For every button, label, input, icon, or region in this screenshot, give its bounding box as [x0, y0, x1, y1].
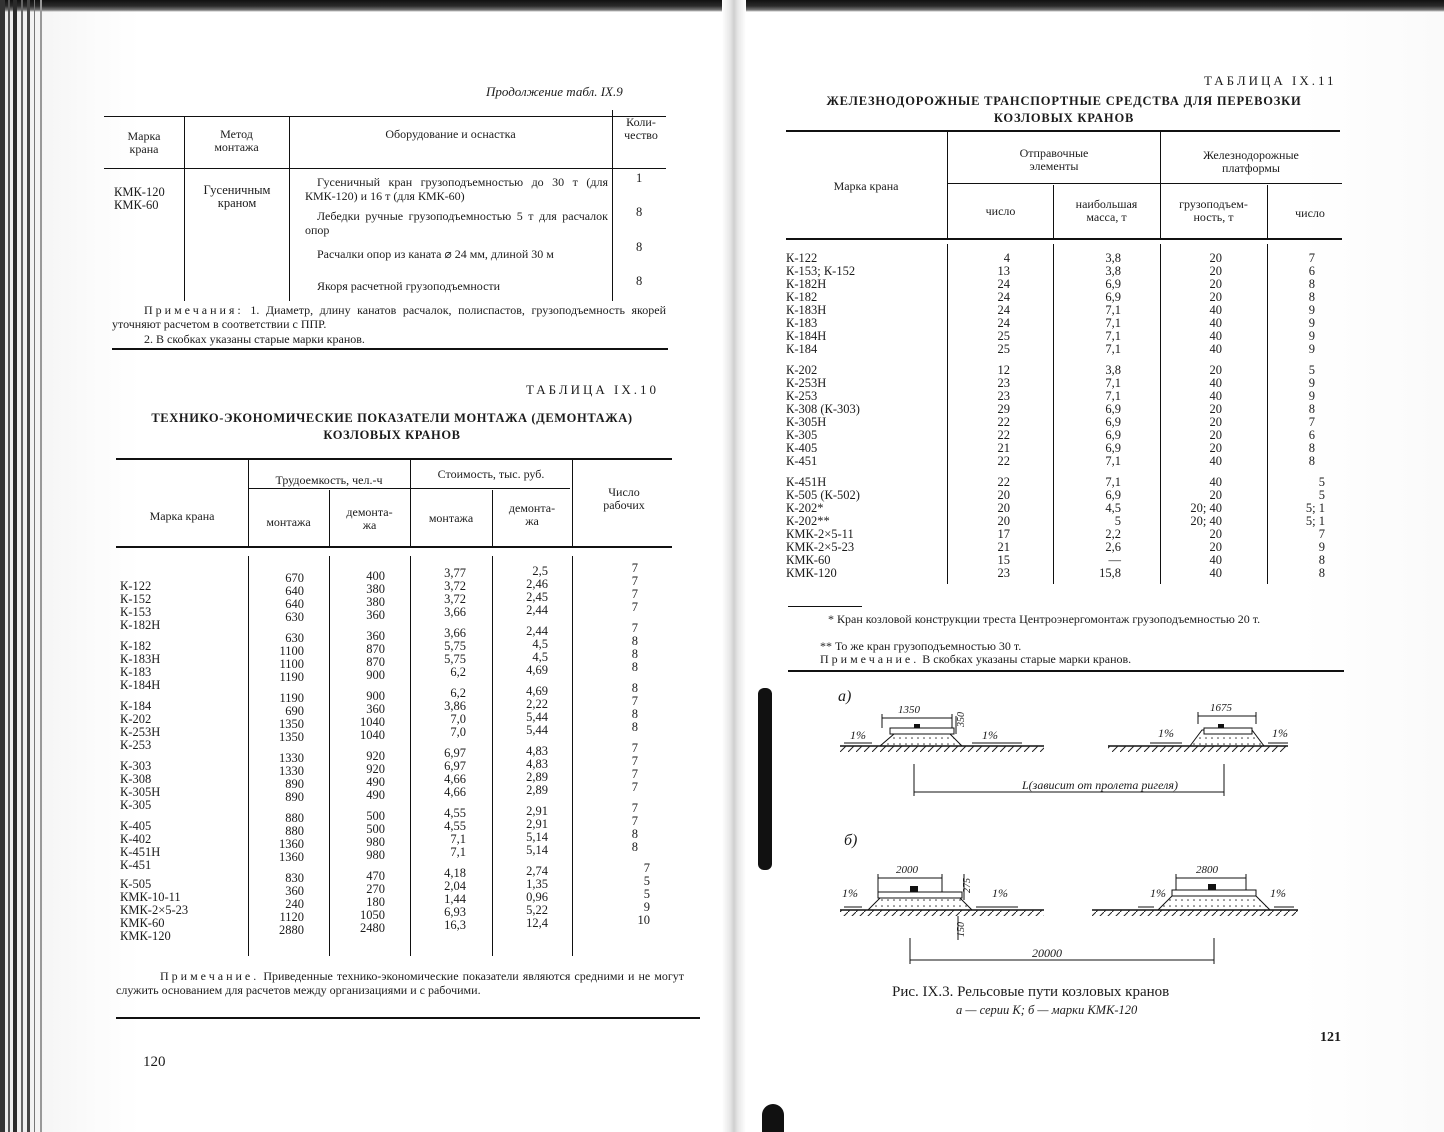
table-column-values: 8 7 8 8	[631, 681, 638, 734]
table-column-values: 2,44 4,5 4,5 4,69	[526, 624, 548, 677]
dim-a-1675: 1675	[1210, 702, 1232, 714]
t9-note-label: Примечания:	[144, 303, 244, 317]
page-number-right: 121	[1320, 1030, 1341, 1045]
scan-blot-bottom	[762, 1104, 784, 1132]
dim-a-1350: 1350	[898, 704, 920, 716]
t9-header-qty: Коли- чество	[624, 115, 658, 142]
t9-method: Гусеничным краном	[203, 183, 271, 210]
t11-header-shipping: Отправочные элементы	[1019, 146, 1089, 173]
t11-header-capacity: грузоподъем- ность, т	[1179, 197, 1248, 224]
table-column-values: 7,1 6,9 4,5 5 2,2 2,6 — 15,8	[1099, 475, 1121, 580]
t10-note-label: Примечание.	[160, 969, 260, 983]
table-column-values: К-182 К-183Н К-183 К-184Н	[120, 639, 161, 692]
figure-caption: Рис. IX.3. Рельсовые пути козловых кранов	[892, 984, 1170, 1000]
t9-mark: КМК-120 КМК-60	[114, 185, 165, 212]
slope-a-mid: 1%	[982, 728, 998, 742]
table-continuation-label: Продолжение табл. IX.9	[486, 84, 623, 99]
t9-item-3: Расчалки опор из каната ⌀ 24 мм, длиной 30 м	[317, 247, 554, 261]
t11-title: ЖЕЛЕЗНОДОРОЖНЫЕ ТРАНСПОРТНЫЕ СРЕДСТВА ДЛЯ ПЕРЕВОЗКИ КОЗЛОВЫХ КРАНОВ	[826, 94, 1302, 125]
track-a-right	[1108, 712, 1288, 752]
table-column-values: 6,2 3,86 7,0 7,0	[444, 686, 466, 739]
t11-note-text: В скобках указаны старые марки кранов.	[922, 652, 1132, 666]
t9-item-2: Лебедки ручные грузоподъемностью 5 т для расчалок опор	[305, 209, 608, 237]
t9-qty-3: 8	[636, 240, 643, 254]
table-column-values: 5 9 9 8 7 6 8 8	[1308, 363, 1315, 468]
table-column-values: 5 5 5; 1 5; 1 7 9 8 8	[1305, 475, 1325, 580]
dim-b-150: 150	[956, 922, 967, 937]
table-column-values: К-122 К-152 К-153 К-182Н	[120, 579, 161, 632]
t10-header-cost-demont: демонта- жа	[508, 501, 556, 528]
t9-item-1: Гусеничный кран грузоподъемностью до 30 т (для КМК-120) и 16 т (для КМК-60)	[305, 175, 608, 203]
table-column-values: 920 920 490 490	[366, 749, 385, 802]
t9-header-equipment: Оборудование и оснастка	[385, 127, 516, 141]
table-column-values: 7 6 8 8 9 9 9 9	[1308, 251, 1315, 356]
table-column-values: 3,77 3,72 3,72 3,66	[444, 566, 466, 619]
span-a-label: L(зависит от пролета ригеля)	[1022, 778, 1178, 792]
span-b-label: 20000	[1032, 946, 1062, 960]
span-b	[910, 938, 1214, 964]
track-a-left	[840, 714, 1044, 752]
t10-title: ТЕХНИКО-ЭКОНОМИЧЕСКИЕ ПОКАЗАТЕЛИ МОНТАЖА (ДЕМОНТАЖА) КОЗЛОВЫХ КРАНОВ	[151, 411, 633, 442]
t10-header-labor-demont: демонта- жа	[346, 505, 393, 532]
table-column-values: 830 360 240 1120 2880	[279, 871, 304, 937]
t11-header-number: число	[985, 204, 1016, 218]
table-column-values: 20 20 20 20 40 40 40 40	[1209, 251, 1222, 356]
table-column-values: 1330 1330 890 890	[279, 751, 304, 804]
t9-qty-2: 8	[636, 205, 643, 219]
table-column-values: 630 1100 1100 1190	[279, 631, 304, 684]
page-number-left: 120	[143, 1054, 166, 1070]
table-column-values: 1190 690 1350 1350	[279, 691, 304, 744]
table-column-values: 7 8 8 8	[631, 621, 638, 674]
table-column-values: К-451Н К-505 (К-502) К-202* К-202** КМК-2×5-11 КМК-2×5-23 КМК-60 КМК-120	[786, 475, 860, 580]
table-column-values: 2,5 2,46 2,45 2,44	[526, 564, 548, 617]
table-column-values: К-303 К-308 К-305Н К-305	[120, 759, 161, 812]
t11-footnote-2: ** То же кран грузоподъемностью 30 т.	[820, 639, 1022, 653]
t11-header-rail: Железнодорожные платформы	[1203, 148, 1299, 175]
table-column-values: 360 870 870 900	[366, 629, 385, 682]
track-b-right	[1092, 874, 1298, 916]
slope-b-r1: 1%	[1150, 886, 1166, 900]
t9-item-4: Якоря расчетной грузоподъемности	[317, 279, 501, 293]
slope-b-left: 1%	[842, 886, 858, 900]
table-column-values: 2,74 1,35 0,96 5,22 12,4	[526, 864, 548, 930]
t10-label: ТАБЛИЦА IX.10	[526, 382, 660, 397]
table-column-values: 12 23 23 29 22 22 21 22	[997, 363, 1010, 468]
t10-header-labor: Трудоемкость, чел.-ч	[275, 473, 383, 487]
table-column-values: К-505 КМК-10-11 КМК-2×5-23 КМК-60 КМК-120	[120, 877, 189, 943]
t10-header-cost-mont: монтажа	[428, 511, 474, 525]
dim-b-2000: 2000	[896, 864, 918, 876]
t11-header-mass: наибольшая масса, т	[1075, 197, 1138, 224]
t9-note-2: 2. В скобках указаны старые марки кранов.	[144, 332, 365, 346]
t10-header-cost: Стоимость, тыс. руб.	[437, 467, 545, 481]
slope-b-mid: 1%	[992, 886, 1008, 900]
table-column-values: 3,8 7,1 7,1 6,9 6,9 6,9 6,9 7,1	[1105, 363, 1121, 468]
table-column-values: К-405 К-402 К-451Н К-451	[120, 819, 161, 872]
t10-note	[116, 970, 684, 997]
t10-header-labor-mont: монтажа	[266, 515, 311, 529]
t11-label: ТАБЛИЦА IX.11	[1204, 73, 1337, 88]
t10-note-text: Приведенные технико-экономические показатели являются средними и не могут служить основанием для расчетов между организациями и с рабочими.	[116, 969, 685, 997]
table-column-values: К-202 К-253Н К-253 К-308 (К-303) К-305Н К-305 К-405 К-451	[786, 363, 860, 468]
t9-header-method: Метод монтажа	[214, 127, 259, 154]
track-b-left	[840, 874, 1044, 940]
table-column-values: 4 13 24 24 24 24 25 25	[997, 251, 1010, 356]
table-column-values: 7 7 8 8	[631, 801, 638, 854]
table-column-values: 900 360 1040 1040	[360, 689, 385, 742]
t11-header-platforms: число	[1295, 206, 1325, 220]
table-column-values: 4,55 4,55 7,1 7,1	[444, 806, 466, 859]
table-column-values: 20 40 40 20 20 20 20 40	[1209, 363, 1222, 468]
scan-binding-edge	[0, 0, 52, 1132]
t11-header-mark: Марка крана	[833, 179, 899, 193]
table-column-values: 470 270 180 1050 2480	[360, 869, 385, 935]
scan-blot	[758, 688, 772, 870]
table-column-values: 880 880 1360 1360	[279, 811, 304, 864]
table-column-values: 7 5 5 9 10	[637, 861, 650, 927]
table-column-values: 4,18 2,04 1,44 6,93 16,3	[444, 866, 466, 932]
table-column-values: 6,97 6,97 4,66 4,66	[444, 746, 466, 799]
table-column-values: 2,91 2,91 5,14 5,14	[526, 804, 548, 857]
t11-footnote-1: * Кран козловой конструкции треста Центроэнергомонтаж грузоподъемностью 20 т.	[828, 612, 1261, 626]
table-column-values: 400 380 380 360	[366, 569, 385, 622]
t10-header-mark: Марка крана	[149, 509, 215, 523]
table-column-values: 4,69 2,22 5,44 5,44	[526, 684, 548, 737]
t9-qty-1: 1	[636, 171, 643, 185]
dim-b-275: 275	[962, 878, 973, 893]
t10-header-workers: Число рабочих	[603, 485, 645, 512]
table-column-values: 7 7 7 7	[631, 741, 638, 794]
dim-b-2800: 2800	[1196, 864, 1218, 876]
figure-subcaption: а — серии К; б — марки КМК-120	[956, 1003, 1138, 1017]
dim-a-350: 350	[956, 712, 967, 727]
figure-label-b: б)	[844, 832, 858, 849]
rail-track-drawing	[832, 688, 1332, 988]
table-column-values: 40 20 20; 40 20; 40 20 20 40 40	[1190, 475, 1222, 580]
t11-note-label: Примечание.	[820, 652, 920, 666]
t9-header-mark: Марка крана	[127, 129, 161, 156]
table-column-values: 3,8 3,8 6,9 6,9 7,1 7,1 7,1 7,1	[1105, 251, 1121, 356]
t9-note-1: 1. Диаметр, длину канатов расчалок, полиспастов, грузоподъемность якорей уточняют расчетом в соответствии с ППР.	[112, 303, 666, 331]
slope-a-r1: 1%	[1158, 726, 1174, 740]
table-column-values: 3,66 5,75 5,75 6,2	[444, 626, 466, 679]
t9-notes	[112, 304, 666, 331]
table-column-values: 670 640 640 630	[285, 571, 304, 624]
figure-label-a: а)	[838, 688, 852, 705]
table-column-values: 500 500 980 980	[366, 809, 385, 862]
table-column-values: К-122 К-153; К-152 К-182Н К-182 К-183Н К-183 К-184Н К-184	[786, 251, 856, 356]
book-spine	[722, 0, 746, 1132]
t9-qty-4: 8	[636, 274, 643, 288]
table-column-values: 4,83 4,83 2,89 2,89	[526, 744, 548, 797]
t11-note	[820, 653, 1131, 667]
table-column-values: 22 20 20 20 17 21 15 23	[997, 475, 1010, 580]
table-column-values: К-184 К-202 К-253Н К-253	[120, 699, 161, 752]
slope-b-r2: 1%	[1270, 886, 1286, 900]
slope-a-r2: 1%	[1272, 726, 1288, 740]
table-column-values: 7 7 7 7	[631, 561, 638, 614]
slope-a-left: 1%	[850, 728, 866, 742]
